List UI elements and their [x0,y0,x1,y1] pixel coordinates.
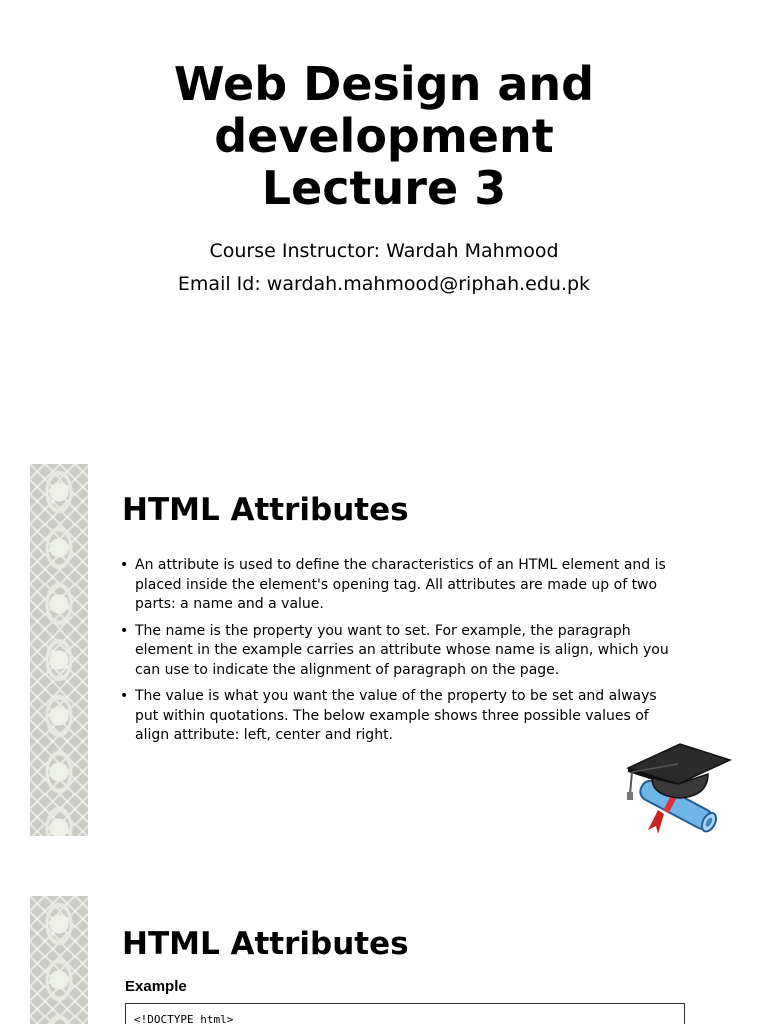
bullet-item: • An attribute is used to define the characteristics of an HTML element and is placed inside the element's opening tag. All attributes are made up of two parts: a name and a value. [118,556,678,615]
example-label: Example [125,978,187,995]
lecture-title-line: Lecture 3 [261,161,507,215]
attributes-example-slide [0,870,768,1024]
code-example-box [125,1003,685,1024]
lecture-title [0,58,768,214]
instructor-name: Course Instructor: Wardah Mahmood [209,240,559,262]
bullet-item: • The value is what you want the value of the property to be set and always put within quotations. The below example shows three possible values of align attribute: left, center and right. [118,687,678,746]
decorative-pattern-strip [30,464,88,836]
instructor-email: Email Id: wardah.mahmood@riphah.edu.pk [177,273,591,295]
graduation-cap-diploma-icon [618,738,734,840]
decorative-pattern-strip [30,896,88,1024]
bullet-list [118,556,678,753]
lecture-title-line: Web Design and [173,57,595,111]
code-line: <!DOCTYPE html> [134,1013,234,1024]
slide-heading: HTML Attributes [122,492,409,528]
title-slide [0,0,768,430]
slide-heading: HTML Attributes [122,926,409,962]
lecture-title-line: development [214,109,554,163]
attributes-slide [0,440,768,850]
bullet-item: • The name is the property you want to set. For example, the paragraph element in the example carries an attribute whose name is align, which you can use to indicate the alignment of paragraph on the page. [118,622,678,681]
